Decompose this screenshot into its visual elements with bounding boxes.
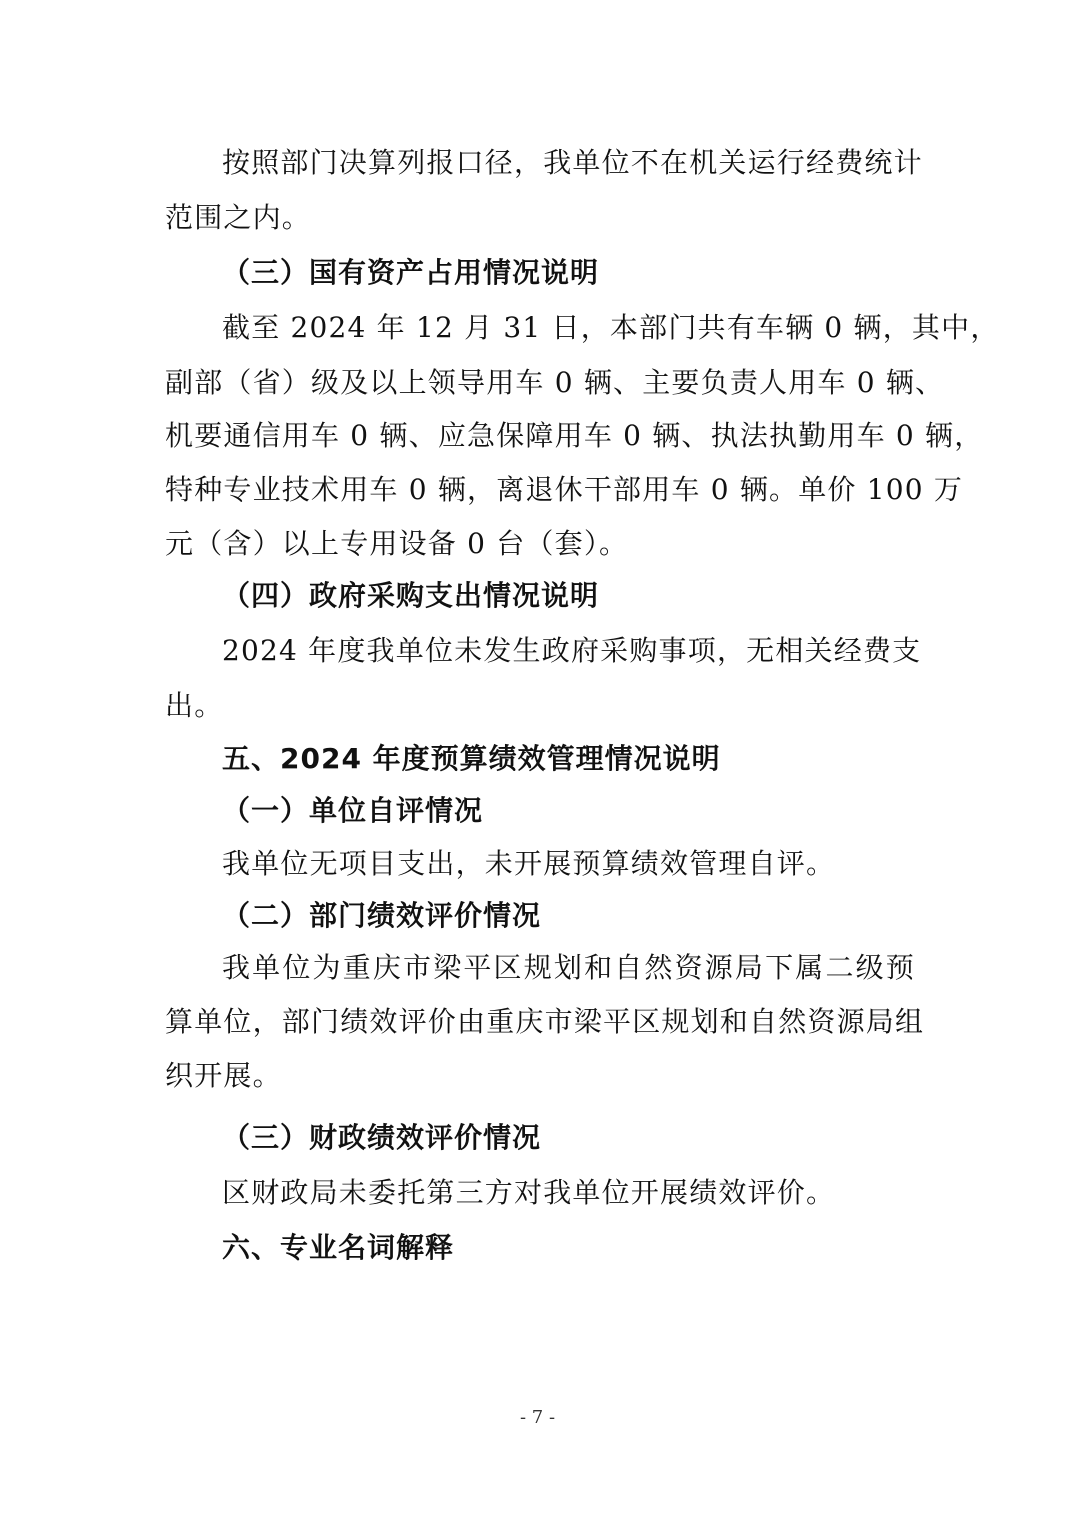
section-heading: （四）政府采购支出情况说明 bbox=[222, 579, 600, 612]
section-heading: （一）单位自评情况 bbox=[222, 794, 484, 827]
paragraph-line: 算单位，部门绩效评价由重庆市梁平区规划和自然资源局组 bbox=[165, 1005, 925, 1038]
paragraph-line: 范围之内。 bbox=[165, 201, 312, 234]
page-number: - 7 - bbox=[519, 1407, 556, 1428]
paragraph-line: 机要通信用车 0 辆、应急保障用车 0 辆、执法执勤用车 0 辆， bbox=[165, 419, 984, 452]
paragraph-line: 区财政局未委托第三方对我单位开展绩效评价。 bbox=[222, 1176, 836, 1209]
section-heading: （三）财政绩效评价情况 bbox=[222, 1121, 542, 1154]
paragraph-line: 我单位为重庆市梁平区规划和自然资源局下属二级预 bbox=[222, 951, 915, 984]
paragraph-line: 元（含）以上专用设备 0 台（套）。 bbox=[165, 527, 629, 560]
paragraph-line: 特种专业技术用车 0 辆，离退休干部用车 0 辆。单价 100 万 bbox=[165, 473, 964, 506]
section-heading: （三）国有资产占用情况说明 bbox=[222, 256, 600, 289]
paragraph-line: 织开展。 bbox=[165, 1059, 282, 1092]
paragraph-line: 出。 bbox=[165, 689, 224, 722]
paragraph-line: 我单位无项目支出，未开展预算绩效管理自评。 bbox=[222, 847, 836, 880]
chapter-heading: 六、专业名词解释 bbox=[222, 1231, 455, 1264]
paragraph-line: 按照部门决算列报口径，我单位不在机关运行经费统计 bbox=[222, 146, 923, 179]
section-heading: （二）部门绩效评价情况 bbox=[222, 899, 542, 932]
paragraph-line: 截至 2024 年 12 月 31 日，本部门共有车辆 0 辆，其中， bbox=[222, 311, 1000, 344]
paragraph-line: 2024 年度我单位未发生政府采购事项，无相关经费支 bbox=[222, 634, 922, 667]
paragraph-line: 副部（省）级及以上领导用车 0 辆、主要负责人用车 0 辆、 bbox=[165, 366, 945, 399]
chapter-heading: 五、2024 年度预算绩效管理情况说明 bbox=[222, 742, 721, 775]
